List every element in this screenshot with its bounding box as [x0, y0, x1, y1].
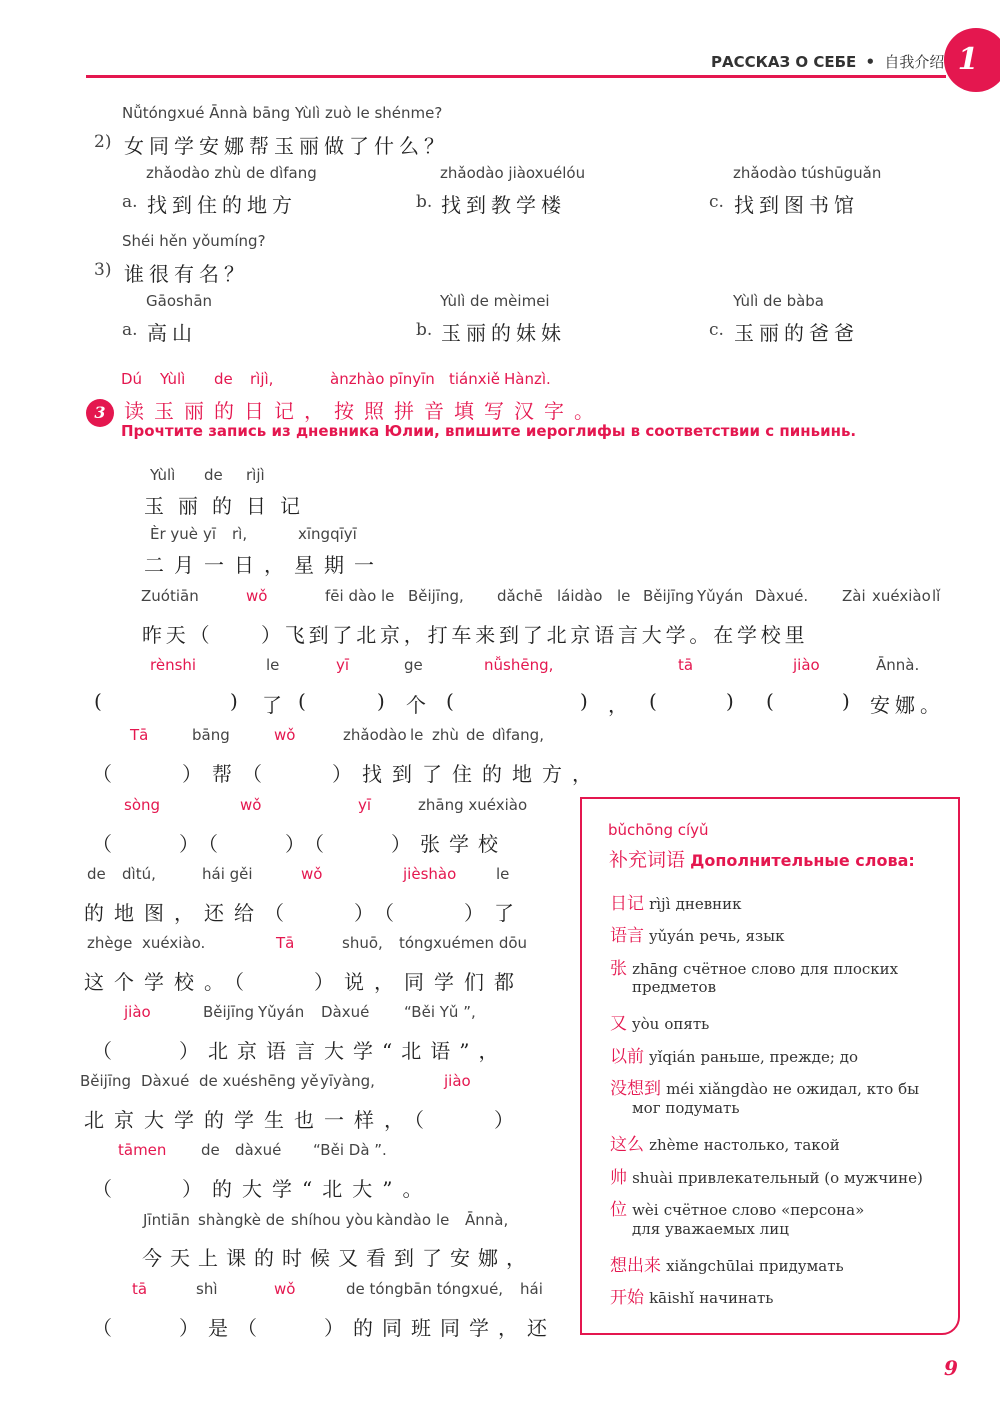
vocab-item-pinyin: yǔyán — [649, 927, 695, 945]
l11-py-1: tā — [132, 1280, 148, 1298]
vocab-item-hanzi: 位 — [610, 1200, 627, 1220]
q3-option-b-pinyin: Yùlì de mèimei — [440, 292, 550, 310]
l5-py-2: dìtú, — [122, 865, 156, 883]
l11-py-4: de tóngbān tóngxué, — [346, 1280, 504, 1298]
l6-py-3: Tā — [276, 934, 295, 952]
l2-hz-7: ( — [446, 689, 459, 713]
vocab-item-translation-cont: мог подумать — [632, 1099, 740, 1117]
l5-py-1: de — [87, 865, 106, 883]
vocab-item-translation: опять — [664, 1015, 710, 1033]
l7-py-2: Běijīng — [203, 1003, 255, 1021]
l1-py-4: le — [381, 587, 395, 605]
vocab-item — [610, 1009, 709, 1034]
diary-title-py-2: de — [204, 466, 223, 484]
vocab-item-translation: счётное слово «персона» — [663, 1201, 865, 1219]
l2-py-4: ge — [404, 656, 423, 674]
header-title: РАССКАЗ О СЕБЕ • 自我介绍 — [711, 53, 945, 71]
l2-hz-14: 安娜。 — [870, 693, 945, 717]
vocab-item-translation: дневник — [675, 895, 742, 913]
l1-py-11: Dàxué. — [755, 587, 809, 605]
vocab-item-translation-cont: для уважаемых лиц — [632, 1220, 789, 1238]
diary-line-10: 今天上课的时候又看到了安娜， — [142, 1246, 534, 1270]
ex3-py-4: rìjì, — [250, 370, 274, 388]
l4-py-2: wǒ — [240, 796, 262, 814]
diary-line-4: （ ）（ ）（ ）张学校 — [92, 832, 507, 856]
q3-option-b-letter: b. — [416, 320, 433, 340]
ex3-py-1: Dú — [121, 370, 143, 388]
l1-py-1: Zuótiān — [141, 587, 199, 605]
ex3-py-3: de — [214, 370, 233, 388]
vocab-item-pinyin: wèi — [632, 1201, 659, 1219]
q3-option-a: 高山 — [147, 321, 197, 345]
l2-hz-9: ， — [608, 693, 633, 717]
ex3-instruction: Прочтите запись из дневника Юлии, впишите иероглифы в соответствии с пиньинь. — [121, 422, 857, 440]
l7-py-5: “Běi Yǔ ”, — [404, 1003, 476, 1021]
header-bullet: • — [865, 53, 876, 71]
diary-line-5: 的地图，还给（ ）（ ）了 — [84, 901, 524, 925]
header-rule — [86, 75, 946, 78]
l2-py-6: tā — [678, 656, 694, 674]
l11-py-5: hái — [520, 1280, 543, 1298]
q3-option-a-letter: a. — [122, 320, 138, 340]
exercise-3-number: 3 — [86, 399, 114, 427]
diary-date-py-3: rì, — [232, 525, 248, 543]
l3-py-7: de — [466, 726, 485, 744]
l5-py-5: jièshào — [403, 865, 457, 883]
l2-hz-13: ) — [842, 689, 855, 713]
l1-py-9: Běijīng — [643, 587, 695, 605]
vocab-item-hanzi: 又 — [610, 1014, 627, 1034]
ex3-py-6: pīnyīn — [389, 370, 435, 388]
diary-line-9: （ ）的大学“北大”。 — [92, 1177, 433, 1201]
vocab-heading-ru: Дополнительные слова: — [690, 851, 915, 870]
l10-py-1: Jīntiān — [143, 1211, 190, 1229]
vocab-item-hanzi: 以前 — [610, 1047, 644, 1067]
vocab-item — [610, 1163, 923, 1188]
vocab-pinyin: bǔchōng cíyǔ — [608, 821, 709, 839]
diary-line-11: （ ）是（ ）的同班同学，还 — [92, 1316, 556, 1340]
l1-py-6: dǎchē — [497, 587, 543, 605]
vocab-heading-cn: 补充词语 — [609, 849, 686, 871]
l4-py-1: sòng — [124, 796, 161, 814]
l7-py-3: Yǔyán — [258, 1003, 305, 1021]
q2-option-c-letter: c. — [709, 192, 724, 212]
l2-py-3: yī — [336, 656, 350, 674]
l3-py-4: zhǎodào — [343, 726, 407, 744]
l8-py-3: de xuéshēng yě — [199, 1072, 319, 1090]
vocab-item-translation: начинать — [699, 1289, 774, 1307]
vocab-item — [610, 954, 898, 979]
l2-py-1: rènshi — [150, 656, 197, 674]
l6-py-5: tóngxuémen dōu — [399, 934, 528, 952]
vocab-item — [610, 1130, 840, 1155]
vocab-item-hanzi: 日记 — [610, 894, 644, 914]
vocab-item-hanzi: 想出来 — [610, 1256, 661, 1276]
q2-question: 女同学安娜帮玉丽做了什么？ — [124, 134, 449, 158]
ex3-py-7: tiánxiě — [449, 370, 501, 388]
vocab-item — [610, 921, 784, 946]
vocab-item-translation: не ожидал, кто бы — [772, 1080, 920, 1098]
l2-py-8: Ānnà. — [876, 656, 920, 674]
q3-option-a-pinyin: Gāoshān — [146, 292, 213, 310]
diary-date: 二月一日，星期一 — [144, 553, 384, 577]
l4-py-3: yī — [358, 796, 372, 814]
q2-option-a: 找到住的地方 — [147, 193, 297, 217]
l2-hz-2: ) — [230, 689, 243, 713]
l10-py-3: shíhou yòu — [291, 1211, 374, 1229]
l2-hz-1: ( — [94, 689, 107, 713]
l2-hz-6: 个 — [406, 693, 431, 717]
vocab-item-translation: речь, язык — [699, 927, 785, 945]
l3-py-1: Tā — [130, 726, 149, 744]
l7-py-1: jiào — [124, 1003, 151, 1021]
chapter-badge: 1 — [944, 28, 1000, 92]
vocab-item-pinyin: xiǎngchūlai — [666, 1257, 754, 1275]
vocab-item-hanzi: 这么 — [610, 1135, 644, 1155]
l1-py-13: xuéxiào — [872, 587, 931, 605]
l2-py-2: le — [266, 656, 280, 674]
l1-py-3: fēi dào — [325, 587, 377, 605]
l4-py-4: zhāng xuéxiào — [418, 796, 528, 814]
ex3-py-5: ànzhào — [330, 370, 385, 388]
vocab-item-translation: привлекательный (о мужчине) — [677, 1169, 923, 1187]
vocab-item-hanzi: 开始 — [610, 1288, 644, 1308]
q3-pinyin: Shéi hěn yǒumíng? — [122, 232, 266, 250]
l2-hz-11: ) — [726, 689, 739, 713]
l2-hz-5: ) — [377, 689, 390, 713]
l2-hz-10: ( — [649, 689, 662, 713]
ex3-hanzi: 读玉丽的日记，按照拼音填写汉字。 — [124, 399, 604, 423]
vocab-item — [610, 1283, 773, 1308]
diary-date-py-1: Èr yuè — [150, 525, 199, 543]
diary-line-3: （ ）帮（ ）找到了住的地方， — [92, 762, 602, 786]
vocab-item-translation: раньше, прежде; до — [700, 1048, 859, 1066]
vocab-item — [610, 1042, 858, 1067]
vocab-item-hanzi: 张 — [610, 959, 627, 979]
diary-title-py-1: Yùlì — [150, 466, 176, 484]
q2-option-c: 找到图书馆 — [734, 193, 859, 217]
vocab-item-pinyin: shuài — [632, 1169, 673, 1187]
q2-option-a-pinyin: zhǎodào zhù de dìfang — [146, 164, 317, 182]
l11-py-2: shì — [196, 1280, 218, 1298]
l6-py-4: shuō, — [342, 934, 383, 952]
vocab-item-pinyin: méi xiǎngdào — [666, 1080, 768, 1098]
l10-py-2: shàngkè de — [198, 1211, 285, 1229]
l5-py-6: le — [496, 865, 510, 883]
l2-hz-8: ) — [580, 689, 593, 713]
l10-py-4: kàndào — [376, 1211, 432, 1229]
vocab-item-translation: счётное слово для плоских — [682, 960, 899, 978]
vocab-item-hanzi: 没想到 — [610, 1079, 661, 1099]
q3-option-b: 玉丽的妹妹 — [441, 321, 566, 345]
q3-option-c: 玉丽的爸爸 — [734, 321, 859, 345]
page-number: 9 — [944, 1356, 958, 1380]
diary-line-6: 这个学校。（ ）说，同学们都 — [84, 970, 524, 994]
l8-py-1: Běijīng — [80, 1072, 132, 1090]
diary-title: 玉丽的日记 — [144, 494, 314, 518]
l3-py-8: dìfang, — [492, 726, 544, 744]
vocab-item-translation: настолько, такой — [703, 1136, 840, 1154]
q3-option-c-letter: c. — [709, 320, 724, 340]
l1-py-5: Běijīng, — [408, 587, 464, 605]
l5-py-4: wǒ — [301, 865, 323, 883]
l10-py-6: Ānnà, — [465, 1211, 509, 1229]
l8-py-4: yīyàng, — [320, 1072, 375, 1090]
l2-py-5: nǚshēng, — [484, 656, 554, 674]
l3-py-6: zhù — [432, 726, 459, 744]
l2-hz-4: ( — [298, 689, 311, 713]
l1-py-10: Yǔyán — [697, 587, 744, 605]
vocab-item-pinyin: yǐqián — [649, 1048, 696, 1066]
q2-number: 2) — [94, 132, 112, 152]
ex3-py-2: Yùlì — [160, 370, 186, 388]
l10-py-5: le — [436, 1211, 450, 1229]
q3-option-c-pinyin: Yùlì de bàba — [733, 292, 824, 310]
vocab-item — [610, 889, 742, 914]
diary-line-8: 北京大学的学生也一样，（ ） — [84, 1108, 524, 1132]
l1-py-2: wǒ — [246, 587, 268, 605]
vocab-item-translation-cont: предметов — [632, 978, 717, 996]
l8-py-5: jiào — [444, 1072, 471, 1090]
diary-date-py-4: xīngqīyī — [298, 525, 357, 543]
l9-py-3: dàxué — [235, 1141, 282, 1159]
q2-option-a-letter: a. — [122, 192, 138, 212]
vocab-item-pinyin: rìjì — [649, 895, 671, 913]
header-title-cn: 自我介绍 — [884, 53, 945, 71]
l6-py-2: xuéxiào. — [142, 934, 206, 952]
vocab-heading — [609, 845, 915, 872]
l9-py-4: “Běi Dà ”. — [313, 1141, 387, 1159]
l1-py-14: lǐ — [932, 587, 941, 605]
diary-line-1: 昨天（ ）飞到了北京，打车来到了北京语言大学。在学校里 — [142, 623, 809, 647]
l1-py-12: Zài — [842, 587, 866, 605]
q2-option-b: 找到教学楼 — [441, 193, 566, 217]
l1-py-8: le — [617, 587, 631, 605]
l3-py-3: wǒ — [274, 726, 296, 744]
vocab-item — [610, 1251, 844, 1276]
q2-option-c-pinyin: zhǎodào túshūguǎn — [733, 164, 882, 182]
l11-py-3: wǒ — [274, 1280, 296, 1298]
vocab-item-pinyin: zhāng — [632, 960, 678, 978]
vocab-item-hanzi: 帅 — [610, 1168, 627, 1188]
l2-hz-3: 了 — [262, 693, 287, 717]
vocab-item — [610, 1195, 864, 1220]
l2-py-7: jiào — [793, 656, 820, 674]
diary-line-7: （ ）北京语言大学“北语”， — [92, 1039, 508, 1063]
q2-pinyin: Nǚtóngxué Ānnà bāng Yùlì zuò le shénme? — [122, 104, 443, 122]
ex3-py-8: Hànzì. — [504, 370, 551, 388]
vocab-item — [610, 1074, 919, 1099]
q3-question: 谁很有名？ — [124, 262, 249, 286]
l9-py-1: tāmen — [118, 1141, 167, 1159]
q3-number: 3) — [94, 260, 112, 280]
vocab-item-hanzi: 语言 — [610, 926, 644, 946]
vocab-item-pinyin: yòu — [632, 1015, 660, 1033]
l9-py-2: de — [201, 1141, 220, 1159]
l5-py-3: hái gěi — [202, 865, 253, 883]
diary-date-py-2: yī — [203, 525, 217, 543]
l1-py-7: láidào — [557, 587, 603, 605]
vocab-item-pinyin: zhème — [649, 1136, 699, 1154]
l7-py-4: Dàxué — [321, 1003, 370, 1021]
vocab-item-translation: придумать — [758, 1257, 844, 1275]
q2-option-b-pinyin: zhǎodào jiàoxuélóu — [440, 164, 586, 182]
diary-title-py-3: rìjì — [246, 466, 265, 484]
l3-py-2: bāng — [192, 726, 230, 744]
l8-py-2: Dàxué — [141, 1072, 190, 1090]
l6-py-1: zhège — [87, 934, 133, 952]
q2-option-b-letter: b. — [416, 192, 433, 212]
l2-hz-12: ( — [766, 689, 779, 713]
vocab-item-pinyin: kāishǐ — [649, 1289, 695, 1307]
l3-py-5: le — [410, 726, 424, 744]
